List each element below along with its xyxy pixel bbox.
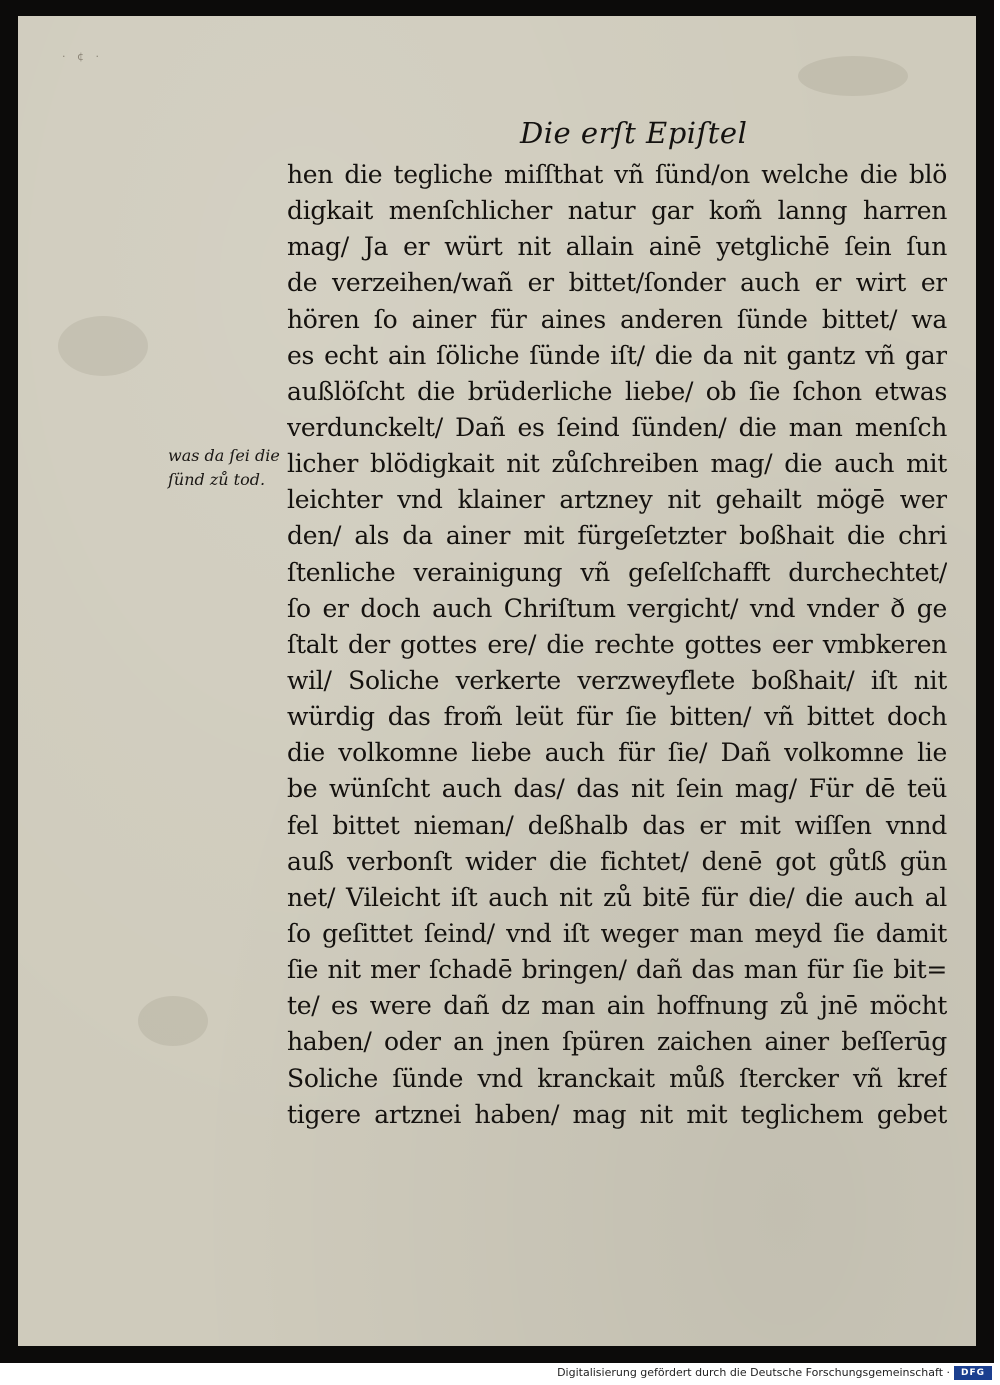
text-line: es echt ain ſöliche ſünde iſt/ die da nit gantz vñ gar (287, 340, 947, 370)
marginal-note (168, 444, 280, 492)
paper-stain (798, 56, 908, 96)
text-line: mag/ Ja er würt nit allain ainē yetglichē ſein ſun (287, 232, 947, 262)
credit-text: Digitalisierung gefördert durch die Deutsche Forschungsgemeinschaft · (557, 1366, 950, 1379)
text-line: wil/ Soliche verkerte verzweyflete boßhait/ iſt nit (287, 665, 947, 695)
text-line: de verzeihen/wañ er bittet/ſonder auch er wirt er (287, 268, 947, 298)
text-line: ſo er doch auch Chriſtum vergicht/ vnd vnder ð ge (287, 593, 947, 623)
text-line: te/ es were dañ dz man ain hoffnung zů jnē möcht (287, 991, 947, 1021)
text-line: ſtalt der gottes ere/ die rechte gottes eer vmbkeren (287, 629, 947, 659)
text-line: auß verbonſt wider die fichtet/ denē got gůtß gün (287, 846, 947, 876)
paper-stain (138, 996, 208, 1046)
text-line: würdig das from̃ leüt für ſie bitten/ vñ bittet doch (287, 702, 947, 732)
text-line: be wünſcht auch das/ das nit ſein mag/ Für dē teü (287, 774, 947, 804)
digitization-credit (557, 1366, 950, 1379)
marginal-note-line: was da ſei die (168, 446, 280, 465)
paper-stain (58, 316, 148, 376)
text-line: ſtenliche verainigung vñ geſelſchafft durchechtet/ (287, 557, 947, 587)
text-line: fel bittet nieman/ deßhalb das er mit wiſſen vnnd (287, 810, 947, 840)
text-line: hen die tegliche miſſthat vñ ſünd/on welche die blö (287, 160, 947, 189)
dfg-logo[interactable]: DFG (954, 1366, 992, 1380)
text-line: den/ als da ainer mit fürgeſetzter boßhait die chri (287, 521, 947, 551)
text-line: verdunckelt/ Dañ es ſeind ſünden/ die man menſch (287, 412, 947, 442)
text-line: licher blödigkait nit zůſchreiben mag/ die auch mit (287, 449, 947, 479)
text-line: hören ſo ainer für aines anderen ſünde bittet/ wa (287, 304, 947, 334)
body-text (287, 157, 947, 1133)
running-head: Die erſt Epiſtel (520, 116, 748, 150)
text-line: net/ Vileicht iſt auch nit zů bitē für die/ die auch al (287, 882, 947, 912)
text-line: digkait menſchlicher natur gar kom̃ lanng harren (287, 196, 947, 226)
corner-mark: · ¢ · (62, 50, 103, 63)
text-line: tigere artznei haben/ mag nit mit teglichem gebet (287, 1099, 947, 1129)
marginal-note-line: ſünd zů tod. (168, 470, 266, 489)
text-line: außlöſcht die brüderliche liebe/ ob ſie ſchon etwas (287, 376, 947, 406)
text-line: leichter vnd klainer artzney nit gehailt mögē wer (287, 485, 947, 515)
text-line: ſo geſittet ſeind/ vnd iſt weger man meyd ſie damit (287, 918, 947, 948)
text-line: Soliche ſünde vnd kranckait můß ſtercker vñ kref (287, 1063, 947, 1093)
text-line: haben/ oder an jnen ſpüren zaichen ainer beſſerūg (287, 1027, 947, 1057)
text-line: ſie nit mer ſchadē bringen/ dañ das man für ſie bit= (287, 955, 947, 985)
text-line: die volkomne liebe auch für ſie/ Dañ volkomne lie (287, 738, 947, 768)
